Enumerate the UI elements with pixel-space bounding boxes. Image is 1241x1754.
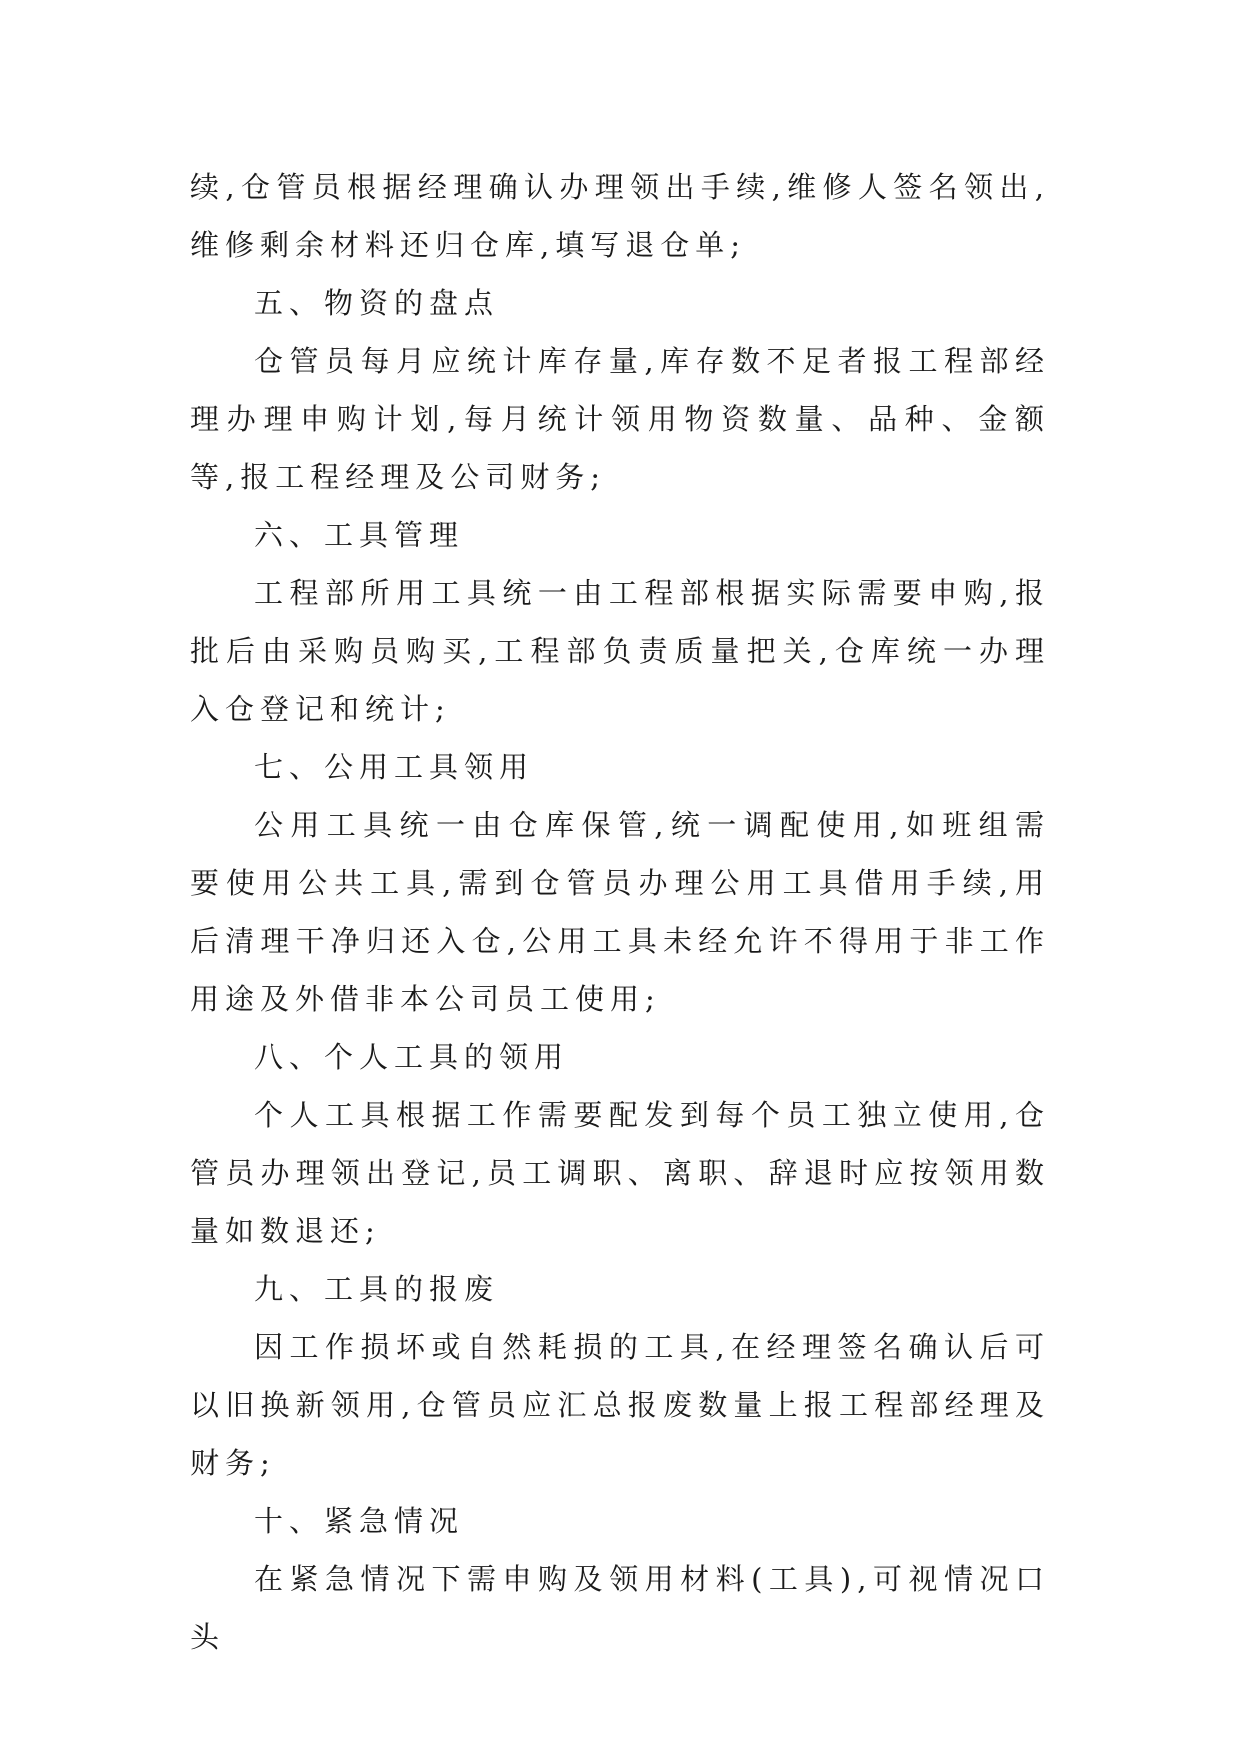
body-paragraph: 公用工具统一由仓库保管,统一调配使用,如班组需要使用公共工具,需到仓管员办理公用工具借用手续,用后清理干净归还入仓,公用工具未经允许不得用于非工作用途及外借非本公司员工使用;	[190, 808, 1050, 1016]
section-heading-7: 七、公用工具领用	[254, 750, 535, 784]
body-paragraph: 因工作损坏或自然耗损的工具,在经理签名确认后可以旧换新领用,仓管员应汇总报废数量上报工程部经理及财务;	[190, 1330, 1050, 1480]
section-heading-5: 五、物资的盘点	[254, 286, 500, 320]
section-heading-8: 八、个人工具的领用	[254, 1040, 570, 1074]
body-paragraph: 个人工具根据工作需要配发到每个员工独立使用,仓管员办理领出登记,员工调职、离职、辞退时应按领用数量如数退还;	[190, 1098, 1050, 1248]
body-paragraph: 在紧急情况下需申购及领用材料(工具),可视情况口头	[190, 1562, 1050, 1654]
body-paragraph: 工程部所用工具统一由工程部根据实际需要申购,报批后由采购员购买,工程部负责质量把关,仓库统一办理入仓登记和统计;	[190, 576, 1050, 726]
section-heading-9: 九、工具的报废	[254, 1272, 500, 1306]
section-heading-6: 六、工具管理	[254, 518, 465, 552]
body-paragraph: 仓管员每月应统计库存量,库存数不足者报工程部经理办理申购计划,每月统计领用物资数量、品种、金额等,报工程经理及公司财务;	[190, 344, 1050, 494]
document-body	[190, 158, 1050, 1666]
section-heading-10: 十、紧急情况	[254, 1504, 465, 1538]
body-paragraph: 续,仓管员根据经理确认办理领出手续,维修人签名领出,维修剩余材料还归仓库,填写退仓单;	[190, 170, 1050, 262]
